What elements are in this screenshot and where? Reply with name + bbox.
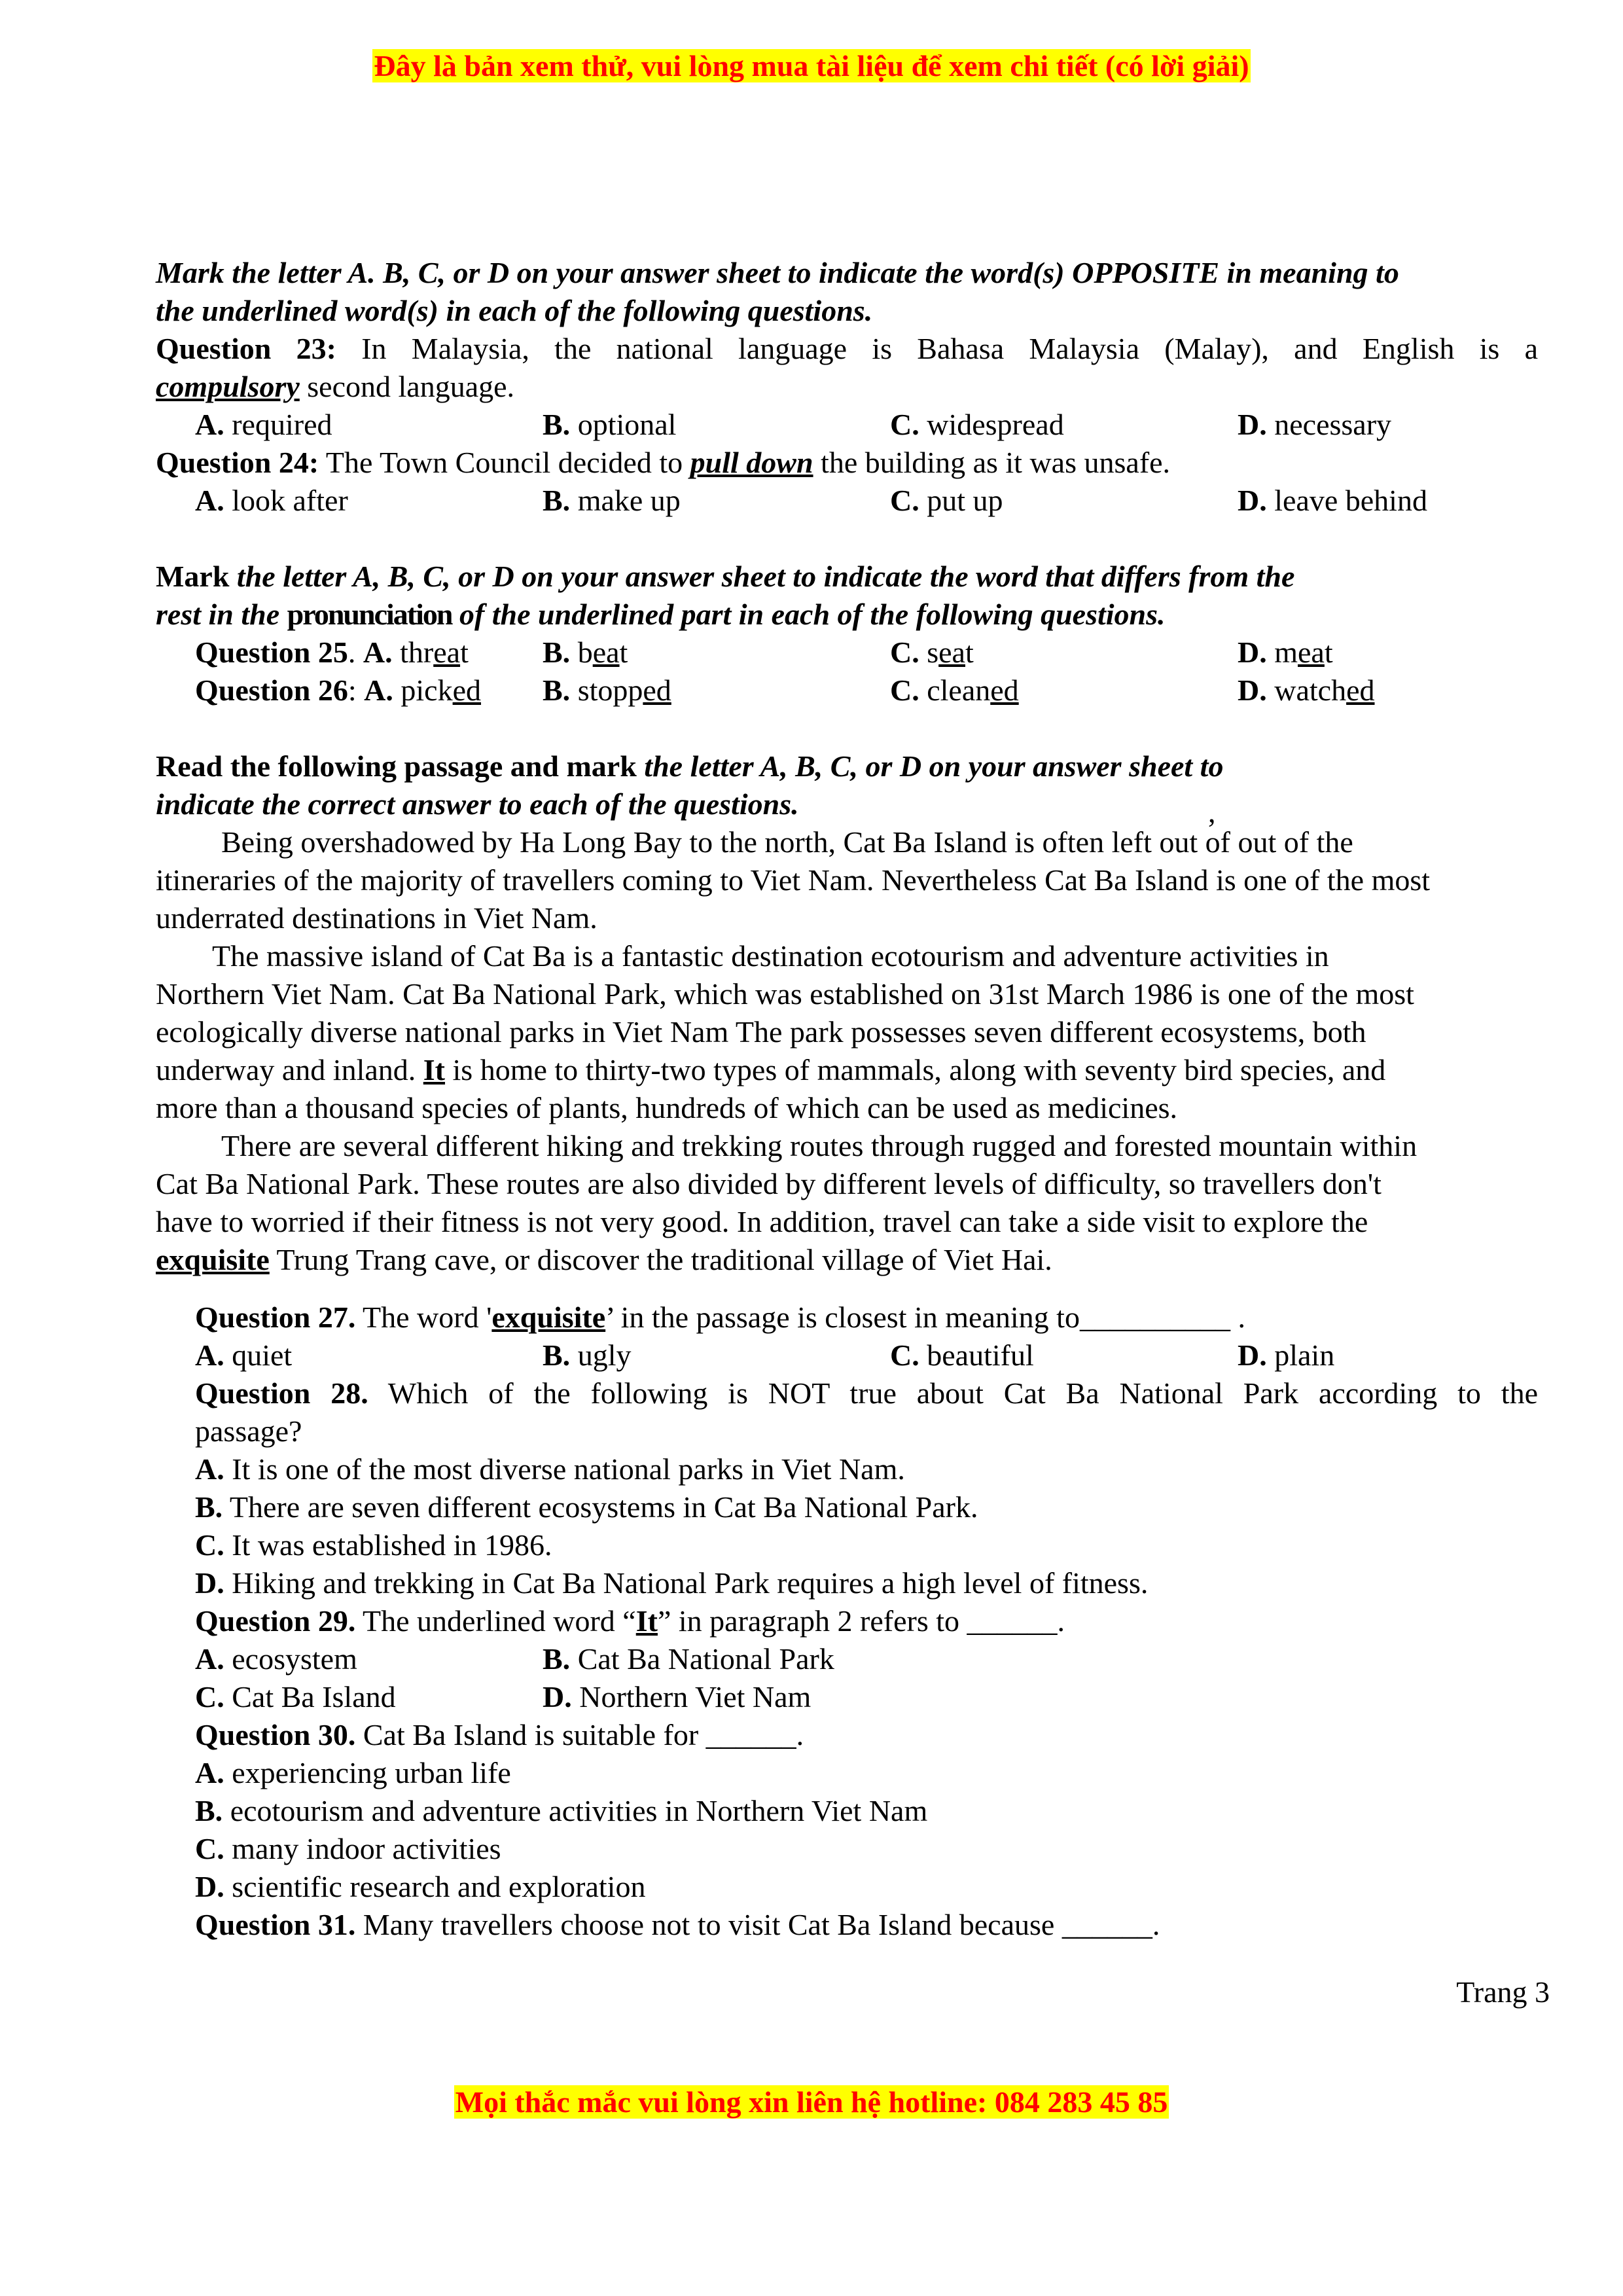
passage-line: The massive island of Cat Ba is a fantastic destination ecotourism and adventure activities in	[212, 939, 1329, 973]
passage-line: ecologically diverse national parks in Viet Nam The park possesses seven different ecosystems, both	[156, 1015, 1366, 1049]
question-text: second language.	[299, 370, 515, 403]
option-d: D. plain	[1238, 1338, 1335, 1372]
section1-instruction-cont	[156, 292, 1538, 330]
option-c: C. put up	[890, 484, 1003, 517]
section1-instruction	[156, 254, 1538, 292]
underlined-word: compulsory	[156, 370, 300, 403]
question-26	[156, 672, 1538, 709]
stray-mark: ,	[1208, 795, 1216, 829]
section3-instruction-cont: indicate the correct answer to each of the questions.	[156, 787, 799, 821]
option-c: C. widespread	[890, 408, 1064, 441]
question-23-cont	[156, 368, 1538, 406]
passage-line: Cat Ba National Park. These routes are also divided by different levels of difficulty, so travellers don't	[156, 1167, 1382, 1200]
option-a: A. look after	[195, 484, 348, 517]
question-27: Question 27. The word 'exquisite’ in the passage is closest in meaning to__________ .	[195, 1300, 1245, 1334]
hotline-banner-text: Mọi thắc mắc vui lòng xin liên hệ hotline: 084 283 45 85	[455, 2085, 1168, 2119]
section3-instruction: Read the following passage and mark the letter A, B, C, or D on your answer sheet to	[156, 749, 1224, 783]
question-23-options	[156, 406, 1538, 444]
option-d: D. Hiking and trekking in Cat Ba National Park requires a high level of fitness.	[195, 1566, 1149, 1600]
question-28-cont: passage?	[195, 1414, 302, 1448]
passage-line: underway and inland. It is home to thirty-two types of mammals, along with seventy bird species, and	[156, 1053, 1386, 1086]
passage-line: Northern Viet Nam. Cat Ba National Park, which was established on 31st March 1986 is one of the most	[156, 977, 1414, 1011]
option-b: B. There are seven different ecosystems in Cat Ba National Park.	[195, 1490, 978, 1524]
document-body	[156, 254, 1538, 1944]
question-27-options	[156, 1336, 1538, 1374]
option-c: C. cleaned	[890, 673, 1019, 707]
option-c: C. seat	[890, 636, 974, 669]
option-d: D. necessary	[1238, 408, 1392, 441]
option-c: C. many indoor activities	[195, 1832, 501, 1865]
option-b: B. Cat Ba National Park	[543, 1642, 834, 1676]
question-28: Question 28. Which of the following is NOT true about Cat Ba National Park according to the	[195, 1376, 1538, 1410]
underlined-word: pull down	[690, 446, 813, 479]
instruction-text: the underlined word(s) in each of the following questions.	[156, 294, 873, 327]
question-23	[156, 330, 1538, 368]
question-29: Question 29. The underlined word “It” in paragraph 2 refers to ______.	[195, 1604, 1065, 1638]
option-b: B. ugly	[543, 1338, 632, 1372]
option-a: A. ecosystem	[195, 1642, 357, 1676]
page-number: Trang 3	[1456, 1975, 1550, 2009]
question-24: Question 24: The Town Council decided to pull down the building as it was unsafe.	[156, 446, 1171, 479]
question-25	[156, 634, 1538, 672]
option-d: D. leave behind	[1238, 484, 1427, 517]
preview-banner	[0, 47, 1623, 85]
option-d: D. watched	[1238, 673, 1375, 707]
passage-line: There are several different hiking and trekking routes through rugged and forested mountain within	[221, 1129, 1418, 1162]
option-a: A. experiencing urban life	[195, 1756, 511, 1789]
passage-line: have to worried if their fitness is not very good. In addition, travel can take a side visit to explore the	[156, 1205, 1368, 1238]
passage-line: underrated destinations in Viet Nam.	[156, 901, 597, 935]
question-31: Question 31. Many travellers choose not to visit Cat Ba Island because ______.	[195, 1908, 1160, 1941]
option-c: C. beautiful	[890, 1338, 1034, 1372]
option-b: B. make up	[543, 484, 681, 517]
question-label: Question 24:	[156, 446, 319, 479]
question-30: Question 30. Cat Ba Island is suitable for ______.	[195, 1718, 804, 1751]
option-a: Question 26: A. picked	[195, 673, 482, 707]
underlined-word: It	[423, 1053, 446, 1086]
passage-line: exquisite Trung Trang cave, or discover the traditional village of Viet Hai.	[156, 1243, 1052, 1276]
hotline-banner	[0, 2083, 1623, 2121]
option-c: C. It was established in 1986.	[195, 1528, 552, 1562]
question-24-options	[156, 482, 1538, 520]
underlined-word: exquisite	[156, 1243, 270, 1276]
option-a: A. It is one of the most diverse national parks in Viet Nam.	[195, 1452, 905, 1486]
option-a: A. required	[195, 408, 332, 441]
passage-line: itineraries of the majority of travellers coming to Viet Nam. Nevertheless Cat Ba Island is one of the most	[156, 863, 1431, 897]
option-d: D. meat	[1238, 636, 1333, 669]
passage-line: more than a thousand species of plants, hundreds of which can be used as medicines.	[156, 1091, 1178, 1124]
passage-line: Being overshadowed by Ha Long Bay to the north, Cat Ba Island is often left out of out of the	[221, 825, 1353, 859]
option-d: D. scientific research and exploration	[195, 1870, 646, 1903]
option-b: B. optional	[543, 408, 677, 441]
option-a: Question 25. A. threat	[195, 636, 469, 669]
option-d: D. Northern Viet Nam	[543, 1680, 812, 1713]
option-a: A. quiet	[195, 1338, 293, 1372]
question-29-options-row2	[156, 1678, 1538, 1716]
option-b: B. stopped	[543, 673, 671, 707]
question-text: In Malaysia, the national language is Bahasa Malaysia (Malay), and English is a	[361, 332, 1539, 365]
question-29-options-row1	[156, 1640, 1538, 1678]
section2-instruction-cont: rest in the pronunciation of the underlined part in each of the following questions.	[156, 598, 1166, 631]
section2-instruction: Mark the letter A, B, C, or D on your answer sheet to indicate the word that differs from the	[156, 560, 1295, 593]
option-b: B. beat	[543, 636, 628, 669]
passage	[156, 823, 1538, 1279]
instruction-text: Mark the letter A. B, C, or D on your answer sheet to indicate the word(s) OPPOSITE in meaning to	[156, 256, 1399, 289]
option-c: C. Cat Ba Island	[195, 1680, 396, 1713]
question-label: Question 23:	[156, 332, 336, 365]
preview-banner-text: Đây là bản xem thử, vui lòng mua tài liệu để xem chi tiết (có lời giải)	[374, 49, 1249, 82]
option-b: B. ecotourism and adventure activities in Northern Viet Nam	[195, 1794, 928, 1827]
